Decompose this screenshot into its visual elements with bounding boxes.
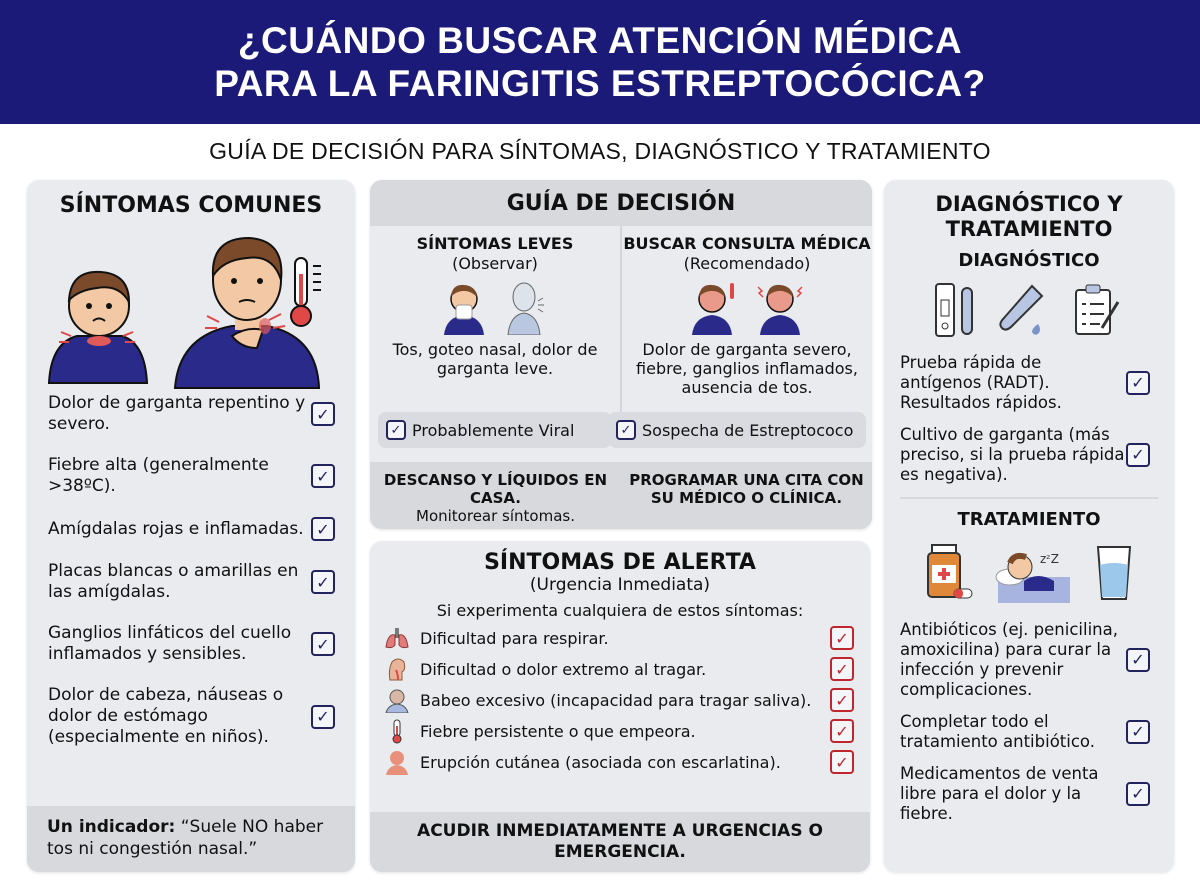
headache-person-icon [756, 279, 804, 335]
red-checkbox-icon: ✓ [830, 750, 854, 774]
fever-throat-person-icon [690, 279, 738, 335]
alert-symptoms-title: SÍNTOMAS DE ALERTA [484, 550, 756, 575]
alert-item: Fiebre persistente o que empeora. ✓ [384, 718, 854, 744]
red-checkbox-icon: ✓ [830, 688, 854, 712]
decision-actions [370, 462, 872, 529]
red-checkbox-icon: ✓ [830, 657, 854, 681]
treatment-item: Medicamentos de venta libre para el dolor y la fiebre. ✓ [900, 764, 1150, 824]
see-doctor-column: BUSCAR CONSULTA MÉDICA (Recomendado) Dolor de garganta severo, fiebre, ganglios inflamados, ausencia de tos. [620, 226, 872, 436]
treatment-item: Antibióticos (ej. penicilina, amoxicilina) para curar la infección y prevenir complicaciones. ✓ [900, 620, 1150, 700]
indicator-note: Un indicador: “Suele NO haber tos ni congestión nasal.” [27, 806, 355, 872]
section-divider [900, 497, 1158, 499]
checkbox-icon: ✓ [386, 420, 406, 440]
home-care-action: DESCANSO Y LÍQUIDOS EN CASA. Monitorear síntomas. [383, 471, 608, 525]
decision-guide-card [370, 180, 872, 529]
red-checkbox-icon: ✓ [830, 719, 854, 743]
see-doctor-desc: Dolor de garganta severo, fiebre, ganglios inflamados, ausencia de tos. [636, 340, 858, 397]
drooling-person-icon [384, 687, 410, 713]
see-doctor-heading: BUSCAR CONSULTA MÉDICA [623, 234, 871, 253]
probably-viral-badge: ✓ Probablemente Viral [378, 412, 612, 448]
page-title-line2: PARA LA FARINGITIS ESTREPTOCÓCICA? [214, 63, 986, 104]
mild-symptoms-heading: SÍNTOMAS LEVES [416, 234, 574, 253]
medicine-bottle-icon [924, 541, 974, 603]
checkbox-icon: ✓ [311, 632, 335, 656]
mild-symptoms-desc: Tos, goteo nasal, dolor de garganta leve. [392, 340, 598, 378]
checkbox-icon: ✓ [1126, 720, 1150, 744]
suspected-strep-badge: ✓ Sospecha de Estreptococo [608, 412, 866, 448]
diagnosis-treatment-card [884, 180, 1174, 872]
diagnosis-item: Cultivo de garganta (más preciso, si la prueba rápida es negativa). ✓ [900, 425, 1150, 485]
checkbox-icon: ✓ [311, 517, 335, 541]
alert-item: Dificultad para respirar. ✓ [384, 625, 854, 651]
thermometer-icon [384, 718, 410, 744]
svg-text:zᶻZ: zᶻZ [1040, 552, 1059, 566]
red-checkbox-icon: ✓ [830, 626, 854, 650]
clipboard-icon [1072, 282, 1124, 338]
alert-symptoms-card: SÍNTOMAS DE ALERTA (Urgencia Inmediata) Si experimenta cualquiera de estos síntomas: Dificultad para respirar. ✓ Dificultad o dolor extremo al tragar. ✓ Babeo excesivo (incapacidad para tragar saliva). ✓ Fiebre persistente o que empeora. ✓ Erupción cutánea (asociada con escarlatina). ✓ ACUDIR INMEDIATAMENTE A URGENCIAS O EMERGENCIA. [370, 541, 870, 872]
checkbox-icon: ✓ [311, 464, 335, 488]
schedule-appointment-action: PROGRAMAR UNA CITA CON SU MÉDICO O CLÍNICA. [629, 471, 864, 507]
treatment-heading: TRATAMIENTO [957, 509, 1101, 530]
checkbox-icon: ✓ [311, 402, 335, 426]
diagnosis-item: Prueba rápida de antígenos (RADT). Resultados rápidos. ✓ [900, 353, 1150, 413]
test-tube-icon [996, 282, 1052, 338]
child-and-adult-sore-throat-icon [27, 218, 355, 393]
treatment-list [884, 608, 1174, 824]
checkbox-icon: ✓ [311, 705, 335, 729]
alert-symptoms-list [370, 620, 870, 775]
mild-symptoms-column: SÍNTOMAS LEVES (Observar) Tos, goteo nasal, dolor de garganta leve. [370, 226, 620, 436]
page-subtitle: GUÍA DE DECISIÓN PARA SÍNTOMAS, DIAGNÓSTICO Y TRATAMIENTO [209, 138, 991, 164]
rapid-test-icon [934, 282, 976, 338]
symptom-item: Ganglios linfáticos del cuello inflamados y sensibles. ✓ [48, 623, 335, 665]
symptom-item: Placas blancas o amarillas en las amígdalas. ✓ [48, 561, 335, 603]
checkbox-icon: ✓ [1126, 648, 1150, 672]
rash-person-icon [384, 749, 410, 775]
common-symptoms-card [27, 180, 355, 872]
checkbox-icon: ✓ [1126, 443, 1150, 467]
throat-profile-icon [384, 656, 410, 682]
checkbox-icon: ✓ [616, 420, 636, 440]
alert-item: Dificultad o dolor extremo al tragar. ✓ [384, 656, 854, 682]
symptom-item: Fiebre alta (generalmente >38ºC). ✓ [48, 455, 335, 497]
diagnosis-treatment-title: DIAGNÓSTICO Y TRATAMIENTO [935, 192, 1123, 241]
checkbox-icon: ✓ [1126, 782, 1150, 806]
go-to-emergency-action: ACUDIR INMEDIATAMENTE A URGENCIAS O EMERGENCIA. [370, 812, 870, 872]
diagnosis-heading: DIAGNÓSTICO [958, 250, 1100, 271]
water-glass-icon [1094, 541, 1134, 603]
tissue-person-icon [442, 279, 486, 335]
page-title-line1: ¿CUÁNDO BUSCAR ATENCIÓN MÉDICA [237, 20, 963, 61]
lungs-icon [384, 625, 410, 651]
checkbox-icon: ✓ [311, 570, 335, 594]
common-symptoms-list [27, 393, 355, 748]
alert-item: Erupción cutánea (asociada con escarlatina). ✓ [384, 749, 854, 775]
resting-person-icon [994, 541, 1074, 603]
symptom-item: Dolor de cabeza, náuseas o dolor de estómago (especialmente en niños). ✓ [48, 685, 335, 748]
treatment-item: Completar todo el tratamiento antibiótico. ✓ [900, 712, 1150, 752]
title-banner [0, 0, 1200, 124]
coughing-silhouette-icon [504, 279, 548, 335]
decision-guide-title: GUÍA DE DECISIÓN [370, 180, 872, 226]
checkbox-icon: ✓ [1126, 371, 1150, 395]
symptom-item: Amígdalas rojas e inflamadas. ✓ [48, 517, 335, 541]
symptom-item: Dolor de garganta repentino y severo. ✓ [48, 393, 335, 435]
alert-item: Babeo excesivo (incapacidad para tragar saliva). ✓ [384, 687, 854, 713]
common-symptoms-title: SÍNTOMAS COMUNES [59, 193, 323, 218]
diagnosis-list [884, 343, 1174, 485]
